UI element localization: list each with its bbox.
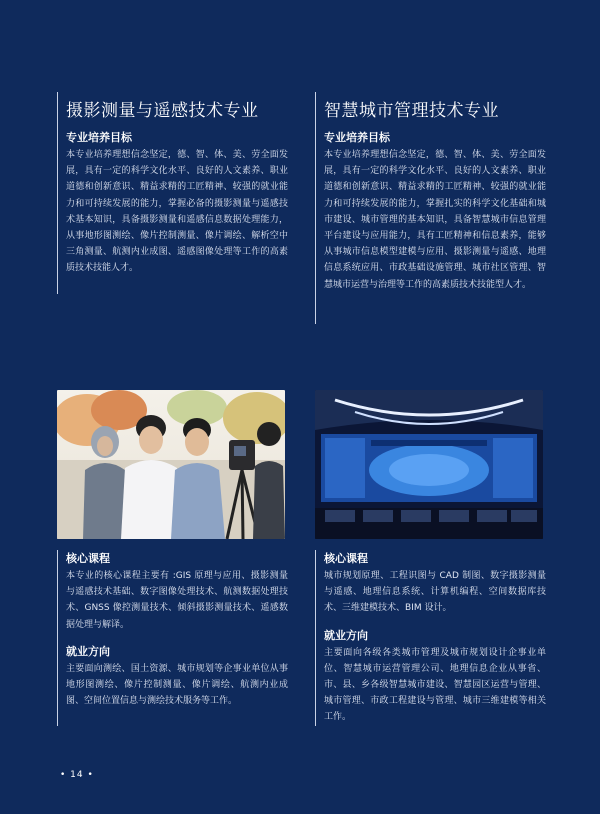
right-major-title: 智慧城市管理技术专业 — [324, 101, 499, 121]
left-top-rule — [57, 92, 58, 294]
right-bottom-rule — [315, 550, 316, 726]
page-number: • 14 • — [60, 770, 94, 780]
right-top-rule — [315, 92, 316, 324]
right-top-section — [324, 96, 546, 293]
left-job-heading: 就业方向 — [66, 644, 110, 658]
right-photo-control-center — [315, 390, 543, 539]
control-center-illustration — [315, 390, 543, 539]
right-job-text: 主要面向各级各类城市管理及城市规划设计企事业单位、智慧城市运营管理公司、地理信息企业从事省、市、县、乡各级智慧城市建设、智慧园区运营与管理、城市管理、市政工程建设与管理、城市三维建模等相关工作。 — [324, 647, 546, 723]
left-course-text: 本专业的核心课程主要有 :GIS 原理与应用、摄影测量与遥感技术基础、数字图像处理技术、航测数据处理技术、GNSS 像控测量技术、倾斜摄影测量技术、遥感数据处理与解译。 — [66, 571, 288, 630]
left-major-title: 摄影测量与遥感技术专业 — [66, 101, 259, 121]
left-photo-surveying-students — [57, 390, 285, 539]
right-course-text: 城市规划原理、工程识图与 CAD 制图、数字摄影测量与遥感、地理信息系统、计算机编程、空间数据库技术、三维建模技术、BIM 设计。 — [324, 571, 546, 614]
left-goal-heading: 专业培养目标 — [66, 131, 132, 144]
left-bottom-rule — [57, 550, 58, 726]
left-goal-text: 本专业培养理想信念坚定，德、智、体、美、劳全面发展，具有一定的科学文化水平、良好的人文素养、职业道德和创新意识、精益求精的工匠精神、较强的就业能力和可持续发展的能力，掌握必备的摄影测量与遥感技术基本知识，具备摄影测量和遥感信息数据处理能力，从事地形图测绘、像片控制测量、像片调绘、解析空中三角测量、航测内业成图、遥感图像处理等工作的高素质技术技能人才。 — [66, 150, 288, 274]
right-job-heading: 就业方向 — [324, 628, 368, 642]
left-course-heading: 核心课程 — [66, 552, 110, 565]
right-goal-text: 本专业培养理想信念坚定，德、智、体、美、劳全面发展，具有一定的科学文化水平、良好的人文素养、职业道德和创新意识、精益求精的工匠精神、较强的就业能力和可持续发展的能力，掌握扎实的科学文化基础和城市建设、城市管理的基本知识，具备智慧城市信息管理平台建设与应用能力，具有工匠精神和信息素养，能够从事城市信息模型建模与应用、摄影测量与遥感、地理信息系统应用、市政基础设施管理、城市社区管理、智慧城市运营与治理等工作的高素质技术技能型人才。 — [324, 150, 546, 290]
right-goal-heading: 专业培养目标 — [324, 131, 390, 144]
right-bottom-section — [324, 550, 546, 726]
left-job-text: 主要面向测绘、国土资源、城市规划等企事业单位从事地形图测绘、像片控制测量、像片调绘、航测内业成图、空间位置信息与测绘技术服务等工作。 — [66, 663, 288, 707]
left-bottom-section — [66, 550, 288, 709]
surveying-students-illustration — [57, 390, 285, 539]
left-top-section — [66, 96, 288, 277]
right-course-heading: 核心课程 — [324, 552, 368, 565]
